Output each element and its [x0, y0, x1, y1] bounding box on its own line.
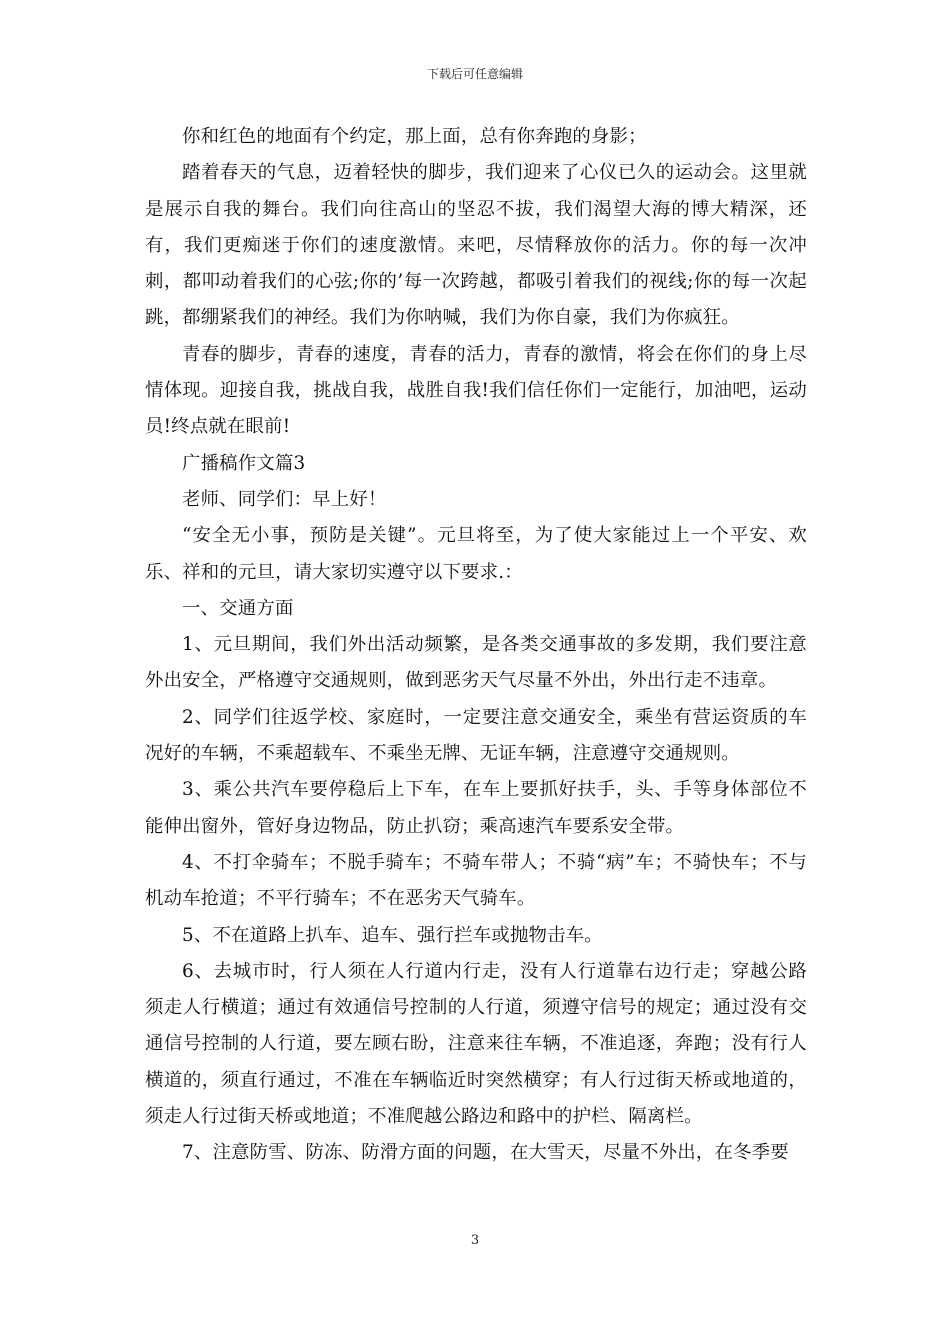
page-number: 3	[470, 1233, 480, 1248]
list-item-4: 4、不打伞骑车；不脱手骑车；不骑车带人；不骑“病”车；不骑快车；不与机动车抢道；不平行骑车；不在恶劣天气骑车。	[145, 851, 807, 910]
paragraph-sports-meet: 踏着春天的气息，迈着轻快的脚步，我们迎来了心仪已久的运动会。这里就是展示自我的舞台。我们向往高山的坚忍不拔，我们渴望大海的博大精深，还有，我们更痴迷于你们的速度激情。来吧，尽情释放你的活力。你的每一次冲刺，都叩动着我们的心弦;你的’每一次跨越，都吸引着我们的视线;你的每一次起跳，都绷紧我们的神经。我们为你呐喊，我们为你自豪，我们为你疯狂。	[145, 162, 807, 329]
section-title: 广播稿作文篇3	[182, 452, 306, 474]
page-header: 下载后可任意编辑	[426, 67, 523, 81]
paragraph-safety-intro: “安全无小事，预防是关键”。元旦将至，为了使大家能过上一个平安、欢乐、祥和的元旦，请大家切实遵守以下要求.：	[145, 525, 807, 583]
list-item-5: 5、不在道路上扒车、追车、强行拦车或抛物击车。	[182, 924, 603, 946]
list-item-7: 7、注意防雪、防冻、防滑方面的问题，在大雪天，尽量不外出，在冬季要	[182, 1142, 789, 1164]
paragraph-youth: 青春的脚步，青春的速度，青春的活力，青春的激情，将会在你们的身上尽情体现。迎接自我，挑战自我，战胜自我!我们信任你们一定能行，加油吧，运动员!终点就在眼前!	[145, 343, 807, 438]
paragraph-track-promise: 你和红色的地面有个约定，那上面，总有你奔跑的身影；	[182, 126, 647, 147]
list-item-2: 2、同学们往返学校、家庭时，一定要注意交通安全，乘坐有营运资质的车况好的车辆，不乘超载车、不乘坐无牌、无证车辆，注意遵守交通规则。	[145, 706, 807, 765]
subsection-traffic: 一、交通方面	[182, 597, 294, 619]
greeting: 老师、同学们：早上好！	[182, 488, 387, 510]
document-body	[145, 119, 807, 1172]
list-item-1: 1、元旦期间，我们外出活动频繁，是各类交通事故的多发期，我们要注意外出安全，严格遵守交通规则，做到恶劣天气尽量不外出，外出行走不违章。	[145, 634, 807, 692]
list-item-3: 3、乘公共汽车要停稳后上下车，在车上要抓好扶手，头、手等身体部位不能伸出窗外，管好身边物品，防止扒窃；乘高速汽车要系安全带。	[145, 779, 807, 837]
list-item-6: 6、去城市时，行人须在人行道内行走，没有人行道靠右边行走；穿越公路须走人行横道；通过有效通信号控制的人行道，须遵守信号的规定；通过没有交通信号控制的人行道，要左顾右盼，注意来往车辆，不准追逐，奔跑；没有行人横道的，须直行通过，不准在车辆临近时突然横穿；有人行过街天桥或地道的，须走人行过街天桥或地道；不准爬越公路边和路中的护栏、隔离栏。	[145, 960, 807, 1128]
